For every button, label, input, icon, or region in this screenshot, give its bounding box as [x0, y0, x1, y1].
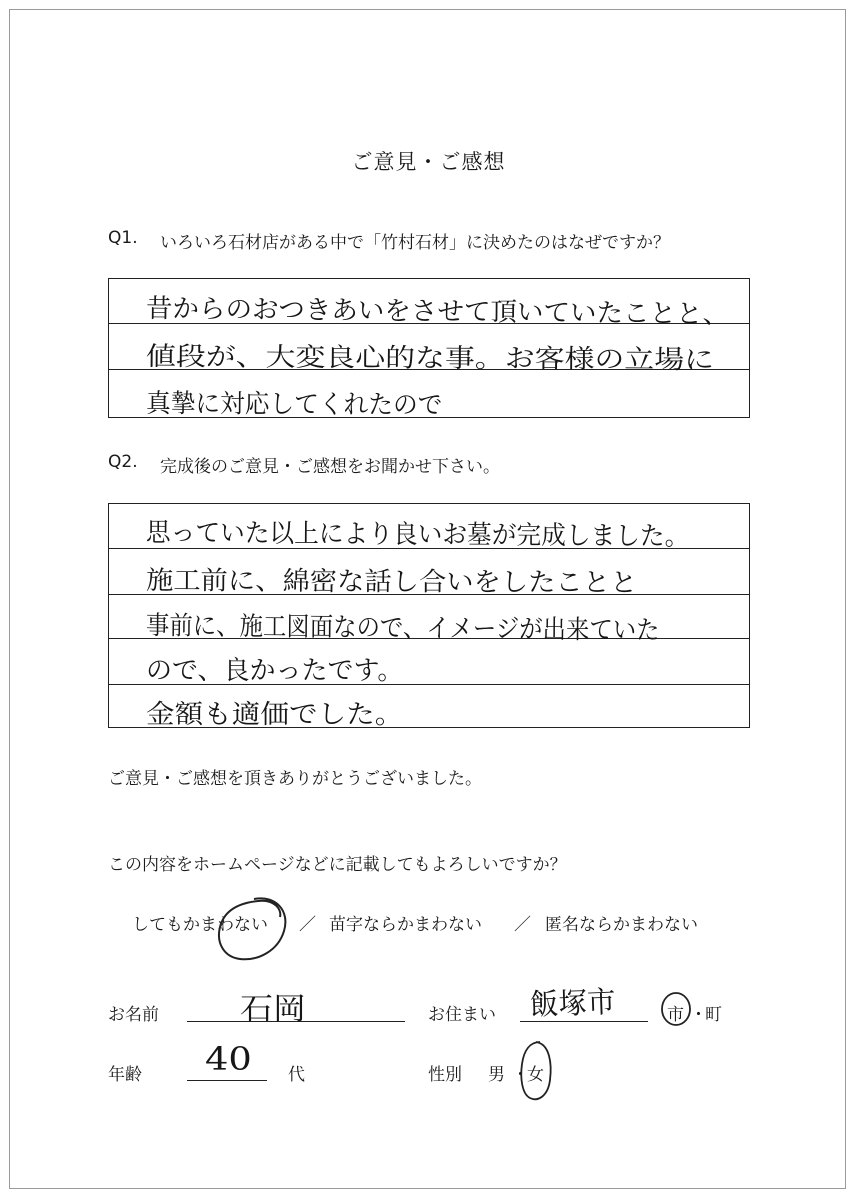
- age-label: 年齢: [108, 1065, 142, 1085]
- gender-label: 性別: [428, 1065, 462, 1085]
- address-option-town[interactable]: 町: [705, 1005, 722, 1025]
- gender-option-female[interactable]: 女: [527, 1065, 544, 1085]
- age-suffix: 代: [288, 1065, 305, 1085]
- thanks-text: ご意見・ご感想を頂きありがとうございました。: [108, 769, 482, 789]
- address-value[interactable]: 飯塚市: [529, 984, 617, 1023]
- address-option-city[interactable]: 市: [667, 1005, 684, 1025]
- q2-question: 完成後のご意見・ご感想をお聞かせ下さい。: [160, 457, 500, 477]
- selection-circle-icon: [214, 893, 294, 967]
- q2-answer-line-4: ので、良かったです。: [146, 656, 404, 686]
- gender-separator: ・: [512, 1065, 529, 1085]
- gender-option-male[interactable]: 男: [488, 1065, 505, 1085]
- address-label: お住まい: [428, 1005, 496, 1025]
- address-separator: ・: [690, 1005, 707, 1025]
- permission-option-2[interactable]: 苗字ならかまわない: [329, 915, 482, 935]
- q1-answer-line-3: 真摯に対応してくれたので: [145, 389, 443, 421]
- permission-option-3[interactable]: 匿名ならかまわない: [545, 915, 698, 935]
- age-value[interactable]: 40: [205, 1040, 252, 1078]
- selection-circle-icon: [516, 1038, 556, 1104]
- q1-question: いろいろ石材店がある中で「竹村石材」に決めたのはなぜですか？: [160, 233, 670, 253]
- permission-option-1[interactable]: してもかまわない: [132, 915, 268, 935]
- q1-answer-line-2: 値段が、大変良心的な事。お客様の立場に: [145, 342, 715, 376]
- selection-circle-icon: [659, 990, 693, 1028]
- permission-question: この内容をホームページなどに記載してもよろしいですか？: [108, 855, 567, 875]
- q1-number: Q1.: [108, 228, 138, 248]
- option-separator: ／: [514, 915, 531, 935]
- name-value[interactable]: 石岡: [240, 992, 306, 1027]
- form-title: ご意見・ご感想: [351, 150, 506, 174]
- q2-answer-line-1: 思っていた以上により良いお墓が完成しました。: [145, 518, 690, 552]
- age-underline: [187, 1080, 267, 1081]
- q2-number: Q2.: [108, 452, 138, 472]
- q2-answer-line-2: 施工前に、綿密な話し合いをしたことと: [145, 566, 638, 599]
- name-label: お名前: [108, 1005, 159, 1025]
- q1-answer-line-1: 昔からのおつきあいをさせて頂いていたことと、: [145, 294, 730, 330]
- q2-answer-line-5: 金額も適価でした。: [146, 700, 404, 730]
- option-separator: ／: [299, 915, 316, 935]
- q2-answer-line-3: 事前に、施工図面なので、イメージが出来ていた: [145, 611, 660, 646]
